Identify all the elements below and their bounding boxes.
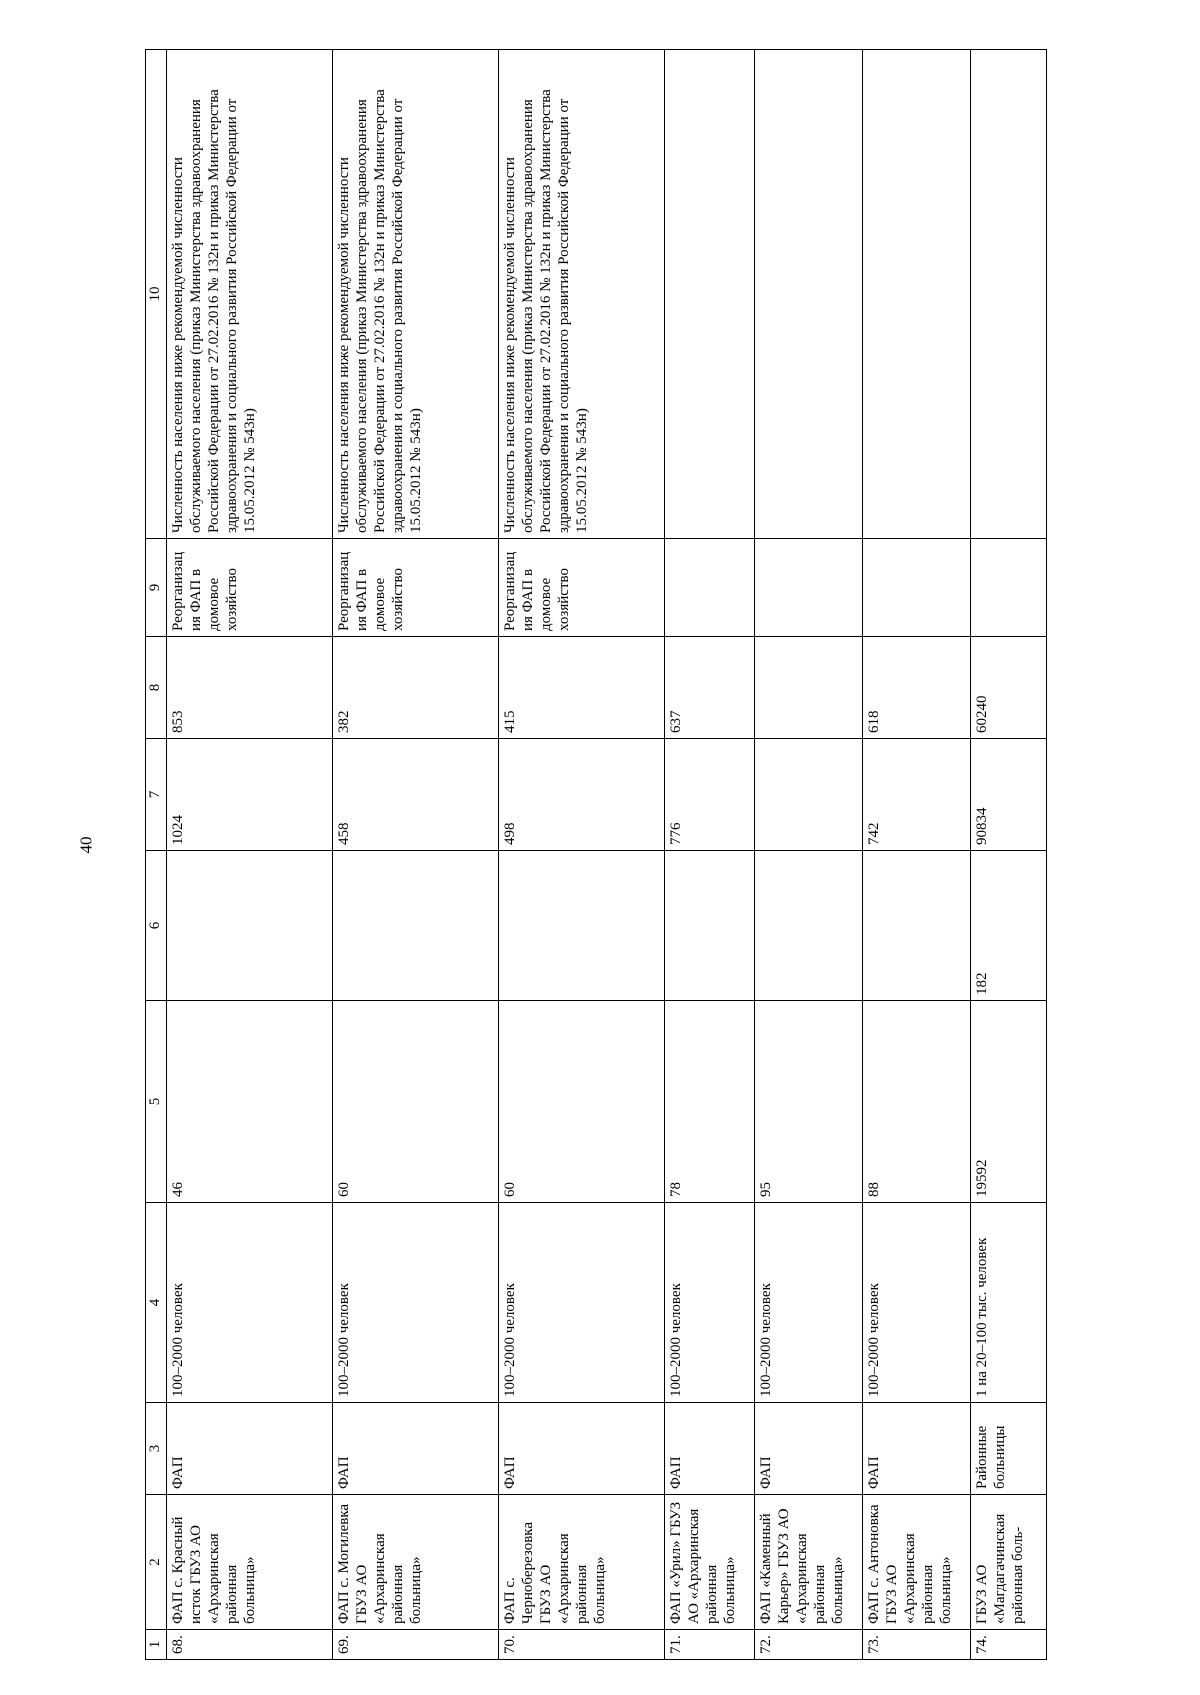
value-col6	[167, 851, 333, 1001]
justification	[863, 50, 971, 539]
value-col7: 742	[863, 739, 971, 851]
row-number: 72.	[755, 1630, 863, 1660]
value-col7: 776	[665, 739, 755, 851]
proposal	[755, 539, 863, 637]
page-number: 40	[76, 836, 96, 854]
facility-name: ГБУЗ АО «Магдагачинская районная боль-	[971, 1495, 1047, 1630]
justification	[755, 50, 863, 539]
header-row	[146, 50, 167, 1660]
column-header: 8	[146, 637, 167, 739]
value-col6	[499, 851, 665, 1001]
justification: Численность населения ниже рекомендуемой численности обслуживаемого населения (приказ Министерства здравоохранения Российской Федерации от 27.02.2016 № 132н и приказ Министерства здравоохранения и социального развития Российской Федерации от 15.05.2012 № 543н)	[167, 50, 333, 539]
value-col5: 88	[863, 1001, 971, 1203]
facilities-table	[145, 49, 1047, 1660]
row-number: 70.	[499, 1630, 665, 1660]
row-number: 74.	[971, 1630, 1047, 1660]
value-col5: 19592	[971, 1001, 1047, 1203]
table-row	[971, 50, 1047, 1660]
facility-type: ФАП	[863, 1403, 971, 1495]
facility-type: ФАП	[333, 1403, 499, 1495]
proposal: Реорганизация ФАП в домовое хозяйство	[167, 539, 333, 637]
proposal: Реорганизация ФАП в домовое хозяйство	[499, 539, 665, 637]
column-header: 10	[146, 50, 167, 539]
value-col7: 498	[499, 739, 665, 851]
column-header: 5	[146, 1001, 167, 1203]
facility-name: ФАП с. Красный исток ГБУЗ АО «Архаринская районная больница»	[167, 1495, 333, 1630]
column-header: 9	[146, 539, 167, 637]
table-row	[167, 50, 333, 1660]
justification	[971, 50, 1047, 539]
table-row	[333, 50, 499, 1660]
column-header: 2	[146, 1495, 167, 1630]
proposal	[971, 539, 1047, 637]
row-number: 73.	[863, 1630, 971, 1660]
norm-population: 100–2000 человек	[499, 1203, 665, 1403]
value-col8: 637	[665, 637, 755, 739]
facility-type: ФАП	[167, 1403, 333, 1495]
facility-name: ФАП с. Могилевка ГБУЗ АО «Архаринская районная больница»	[333, 1495, 499, 1630]
facility-name: ФАП «Каменный Карьер» ГБУЗ АО «Архаринская районная больница»	[755, 1495, 863, 1630]
facility-name: ФАП «Урил» ГБУЗ АО «Архаринская районная больница»	[665, 1495, 755, 1630]
value-col6: 182	[971, 851, 1047, 1001]
facility-name: ФАП с. Антоновка ГБУЗ АО «Архаринская районная больница»	[863, 1495, 971, 1630]
proposal: Реорганизация ФАП в домовое хозяйство	[333, 539, 499, 637]
norm-population: 100–2000 человек	[167, 1203, 333, 1403]
norm-population: 1 на 20–100 тыс. человек	[971, 1203, 1047, 1403]
table-row	[499, 50, 665, 1660]
value-col8: 415	[499, 637, 665, 739]
norm-population: 100–2000 человек	[863, 1203, 971, 1403]
justification	[665, 50, 755, 539]
value-col5: 60	[333, 1001, 499, 1203]
table-row	[863, 50, 971, 1660]
row-number: 69.	[333, 1630, 499, 1660]
justification: Численность населения ниже рекомендуемой численности обслуживаемого населения (приказ Министерства здравоохранения Российской Федерации от 27.02.2016 № 132н и приказ Министерства здравоохранения и социального развития Российской Федерации от 15.05.2012 № 543н)	[499, 50, 665, 539]
facility-type: ФАП	[499, 1403, 665, 1495]
value-col8: 853	[167, 637, 333, 739]
value-col6	[863, 851, 971, 1001]
value-col5: 46	[167, 1001, 333, 1203]
proposal	[665, 539, 755, 637]
value-col5: 60	[499, 1001, 665, 1203]
value-col7: 1024	[167, 739, 333, 851]
value-col8: 382	[333, 637, 499, 739]
norm-population: 100–2000 человек	[333, 1203, 499, 1403]
justification: Численность населения ниже рекомендуемой численности обслуживаемого населения (приказ Министерства здравоохранения Российской Федерации от 27.02.2016 № 132н и приказ Министерства здравоохранения и социального развития Российской Федерации от 15.05.2012 № 543н)	[333, 50, 499, 539]
row-number: 71.	[665, 1630, 755, 1660]
value-col8: 60240	[971, 637, 1047, 739]
column-header: 6	[146, 851, 167, 1001]
column-header: 1	[146, 1630, 167, 1660]
norm-population: 100–2000 человек	[665, 1203, 755, 1403]
document-table-rotated	[145, 50, 1055, 1660]
value-col7: 90834	[971, 739, 1047, 851]
value-col7: 458	[333, 739, 499, 851]
facility-type: ФАП	[755, 1403, 863, 1495]
value-col6	[665, 851, 755, 1001]
facility-type: ФАП	[665, 1403, 755, 1495]
value-col6	[333, 851, 499, 1001]
value-col8	[755, 637, 863, 739]
facility-type: Районные больницы	[971, 1403, 1047, 1495]
value-col5: 78	[665, 1001, 755, 1203]
value-col6	[755, 851, 863, 1001]
column-header: 7	[146, 739, 167, 851]
table-row	[665, 50, 755, 1660]
norm-population: 100–2000 человек	[755, 1203, 863, 1403]
facility-name: ФАП с. Черноберезовка ГБУЗ АО «Архаринская районная больница»	[499, 1495, 665, 1630]
table-row	[755, 50, 863, 1660]
column-header: 3	[146, 1403, 167, 1495]
column-header: 4	[146, 1203, 167, 1403]
value-col5: 95	[755, 1001, 863, 1203]
proposal	[863, 539, 971, 637]
value-col7	[755, 739, 863, 851]
row-number: 68.	[167, 1630, 333, 1660]
value-col8: 618	[863, 637, 971, 739]
